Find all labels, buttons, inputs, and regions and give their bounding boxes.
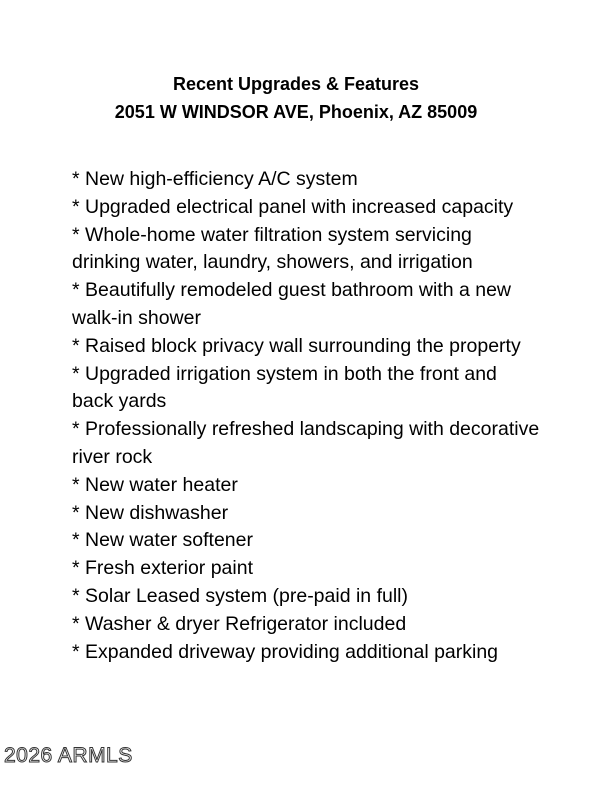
feature-item: * New water softener xyxy=(72,529,253,552)
armls-watermark: 2026 ARMLS xyxy=(4,744,133,767)
feature-item: * Upgraded electrical panel with increased capacity xyxy=(72,195,514,218)
feature-item: * Upgraded irrigation system in both the front and back yards xyxy=(72,362,497,413)
feature-item: * New water heater xyxy=(72,473,238,496)
feature-item: * Fresh exterior paint xyxy=(72,557,253,580)
feature-item: * Whole-home water filtration system servicing drinking water, laundry, showers, and irrigation xyxy=(72,223,473,274)
feature-item: * Professionally refreshed landscaping with decorative river rock xyxy=(72,418,540,468)
feature-item: * Solar Leased system (pre-paid in full) xyxy=(72,584,408,607)
feature-item: * New high-efficiency A/C system xyxy=(72,168,358,190)
feature-item: * Expanded driveway providing additional parking xyxy=(72,640,499,663)
feature-item: * New dishwasher xyxy=(72,501,229,524)
document-header xyxy=(0,70,592,126)
feature-item: * Washer & dryer Refrigerator included xyxy=(72,612,407,635)
features-list xyxy=(72,166,542,666)
property-address: 2051 W WINDSOR AVE, Phoenix, AZ 85009 xyxy=(114,102,478,122)
feature-item: * Beautifully remodeled guest bathroom with a new walk-in shower xyxy=(72,279,511,329)
document-title: Recent Upgrades & Features xyxy=(172,74,420,94)
feature-item: * Raised block privacy wall surrounding the property xyxy=(72,334,521,357)
